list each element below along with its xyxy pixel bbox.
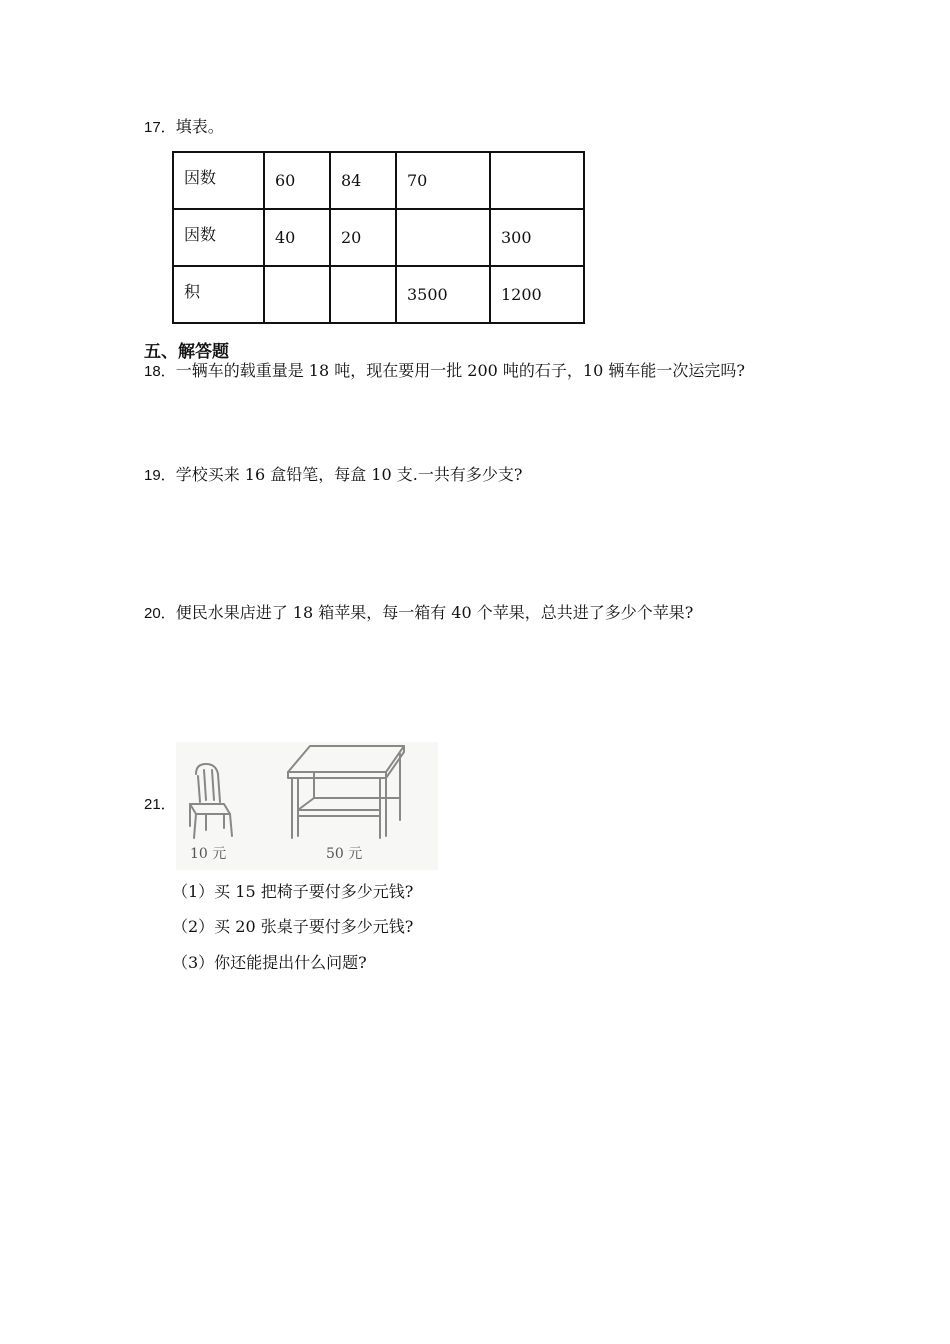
section-heading: 五、解答题 — [144, 342, 229, 362]
question-20 — [144, 603, 693, 624]
question-21 — [144, 794, 176, 815]
question-number: 17． — [144, 119, 176, 136]
question-18 — [144, 361, 745, 382]
sub-question-3: （3）你还能提出什么问题? — [172, 953, 367, 972]
table-cell: 40 — [264, 209, 330, 266]
table-cell: 70 — [396, 152, 490, 209]
table-cell: 3500 — [396, 266, 490, 323]
sub-question-2: （2）买 20 张桌子要付多少元钱? — [172, 917, 414, 936]
table-cell-blank[interactable] — [264, 266, 330, 323]
table-cell-blank[interactable] — [490, 152, 584, 209]
question-number: 20． — [144, 605, 176, 622]
question-text: 一辆车的载重量是 18 吨，现在要用一批 200 吨的石子，10 辆车能一次运完吗? — [175, 361, 745, 380]
question-17 — [144, 117, 224, 138]
table-row — [173, 266, 584, 323]
question-text: 学校买来 16 盒铅笔，每盒 10 支.一共有多少支? — [175, 465, 523, 484]
table-cell: 84 — [330, 152, 396, 209]
table-cell: 积 — [173, 266, 264, 323]
table-price-label: 50 元 — [326, 846, 363, 862]
question-19 — [144, 465, 522, 486]
table-cell-blank[interactable] — [330, 266, 396, 323]
table-cell: 因数 — [173, 209, 264, 266]
sub-question-1: （1）买 15 把椅子要付多少元钱? — [172, 882, 414, 901]
question-number: 18． — [144, 363, 176, 380]
table-cell: 300 — [490, 209, 584, 266]
table-cell: 1200 — [490, 266, 584, 323]
table-row — [173, 152, 584, 209]
question-number: 19． — [144, 467, 176, 484]
table-row — [173, 209, 584, 266]
fill-in-table — [172, 151, 585, 324]
question-text: 填表。 — [175, 117, 224, 136]
question-number: 21． — [144, 796, 176, 813]
table-cell: 60 — [264, 152, 330, 209]
question-text: 便民水果店进了 18 箱苹果，每一箱有 40 个苹果，总共进了多少个苹果? — [175, 603, 694, 622]
table-cell-blank[interactable] — [396, 209, 490, 266]
table-cell: 因数 — [173, 152, 264, 209]
furniture-figure — [176, 742, 438, 870]
chair-price-label: 10 元 — [190, 846, 227, 862]
table-cell: 20 — [330, 209, 396, 266]
